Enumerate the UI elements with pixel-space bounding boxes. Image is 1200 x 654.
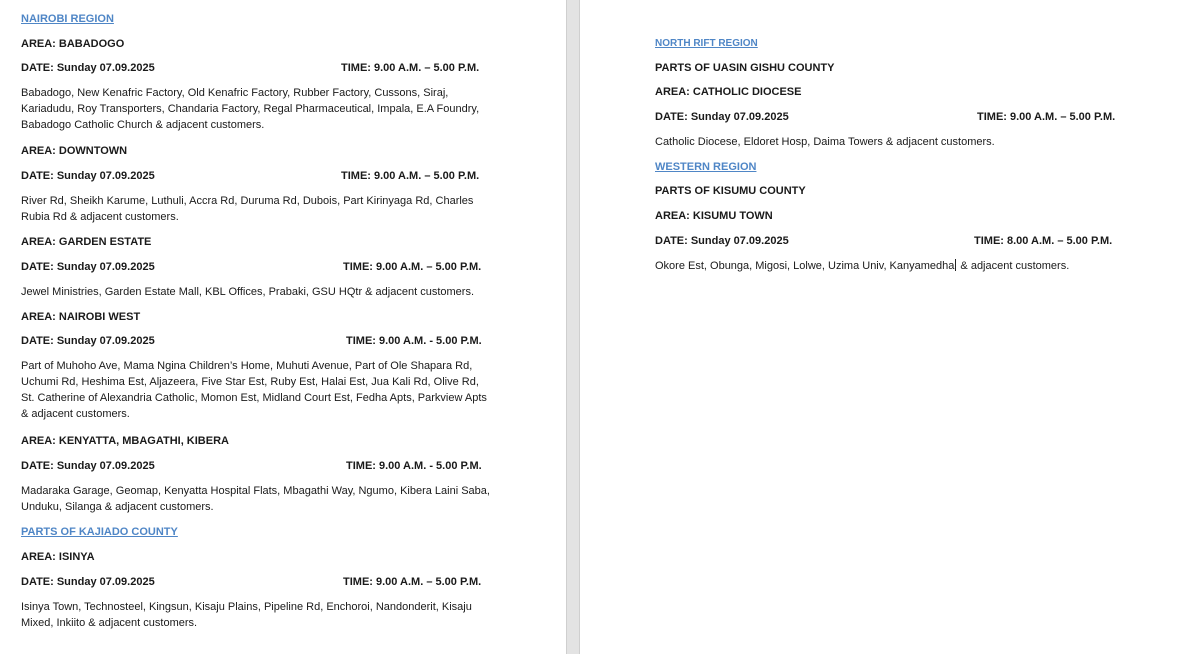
area-description: Madaraka Garage, Geomap, Kenyatta Hospital Flats, Mbagathi Way, Ngumo, Kibera Laini Saba, Unduku, Silanga & adjacent customers. (21, 485, 490, 513)
time-label: TIME: 9.00 A.M. - 5.00 P.M. (346, 335, 482, 347)
north-rift-region-heading: NORTH RIFT REGION (655, 38, 758, 49)
time-label: TIME: 8.00 A.M. – 5.00 P.M. (974, 235, 1113, 247)
time-label: TIME: 9.00 A.M. – 5.00 P.M. (343, 576, 482, 588)
date-label: DATE: Sunday 07.09.2025 (21, 261, 155, 273)
time-label: TIME: 9.00 A.M. – 5.00 P.M. (977, 111, 1116, 123)
time-label: TIME: 9.00 A.M. – 5.00 P.M. (341, 170, 480, 182)
area-heading: AREA: DOWNTOWN (21, 145, 128, 157)
area-heading: AREA: KISUMU TOWN (655, 210, 773, 222)
description-text-after-cursor: & adjacent customers. (957, 260, 1070, 272)
area-description: River Rd, Sheikh Karume, Luthuli, Accra Rd, Duruma Rd, Dubois, Part Kirinyaga Rd, Charles Rubia Rd & adjacent customers. (21, 195, 474, 223)
area-heading: AREA: ISINYA (21, 551, 95, 563)
area-heading: AREA: GARDEN ESTATE (21, 236, 152, 248)
area-heading: AREA: KENYATTA, MBAGATHI, KIBERA (21, 435, 229, 447)
date-label: DATE: Sunday 07.09.2025 (21, 62, 155, 74)
area-description[interactable] (655, 258, 1125, 274)
time-label: TIME: 9.00 A.M. - 5.00 P.M. (346, 460, 482, 472)
date-label: DATE: Sunday 07.09.2025 (21, 460, 155, 472)
document-page-right[interactable] (580, 0, 1200, 654)
area-description: Catholic Diocese, Eldoret Hosp, Daima Towers & adjacent customers. (655, 136, 995, 148)
time-label: TIME: 9.00 A.M. – 5.00 P.M. (343, 261, 482, 273)
area-description: Part of Muhoho Ave, Mama Ngina Children’s Home, Muhuti Avenue, Part of Ole Shapara Rd, Uchumi Rd, Heshima Est, Aljazeera, Five Star Est, Ruby Est, Halai Est, Jua Kali Rd, Olive Rd, St. Catherine of Alexandria Catholic, Momon Est, Midland Court Est, Fedha Apts, Parkview Apts & adjacent customers. (21, 360, 487, 420)
county-heading: PARTS OF KISUMU COUNTY (655, 185, 806, 197)
description-text-before-cursor: Okore Est, Obunga, Migosi, Lolwe, Uzima Univ, Kanyamedha (655, 260, 955, 272)
county-heading: PARTS OF UASIN GISHU COUNTY (655, 62, 835, 74)
area-heading: AREA: CATHOLIC DIOCESE (655, 86, 802, 98)
area-description: Jewel Ministries, Garden Estate Mall, KBL Offices, Prabaki, GSU HQtr & adjacent customers. (21, 286, 474, 298)
time-label: TIME: 9.00 A.M. – 5.00 P.M. (341, 62, 480, 74)
page-gutter (566, 0, 580, 654)
document-page-left[interactable] (0, 0, 566, 654)
date-label: DATE: Sunday 07.09.2025 (21, 335, 155, 347)
area-heading: AREA: NAIROBI WEST (21, 311, 141, 323)
area-description: Isinya Town, Technosteel, Kingsun, Kisaju Plains, Pipeline Rd, Enchoroi, Nandonderit, Kisaju Mixed, Inkiito & adjacent customers. (21, 601, 472, 629)
date-label: DATE: Sunday 07.09.2025 (21, 170, 155, 182)
area-heading: AREA: BABADOGO (21, 38, 125, 50)
area-description: Babadogo, New Kenafric Factory, Old Kenafric Factory, Rubber Factory, Cussons, Siraj, Kariadudu, Roy Transporters, Chandaria Factory, Regal Pharmaceutical, Impala, E.A Foundry, Babadogo Catholic Church & adjacent customers. (21, 87, 480, 131)
date-label: DATE: Sunday 07.09.2025 (655, 111, 789, 123)
kajiado-county-heading: PARTS OF KAJIADO COUNTY (21, 526, 178, 538)
date-label: DATE: Sunday 07.09.2025 (21, 576, 155, 588)
date-label: DATE: Sunday 07.09.2025 (655, 235, 789, 247)
western-region-heading: WESTERN REGION (655, 161, 757, 173)
nairobi-region-heading: NAIROBI REGION (21, 13, 114, 25)
